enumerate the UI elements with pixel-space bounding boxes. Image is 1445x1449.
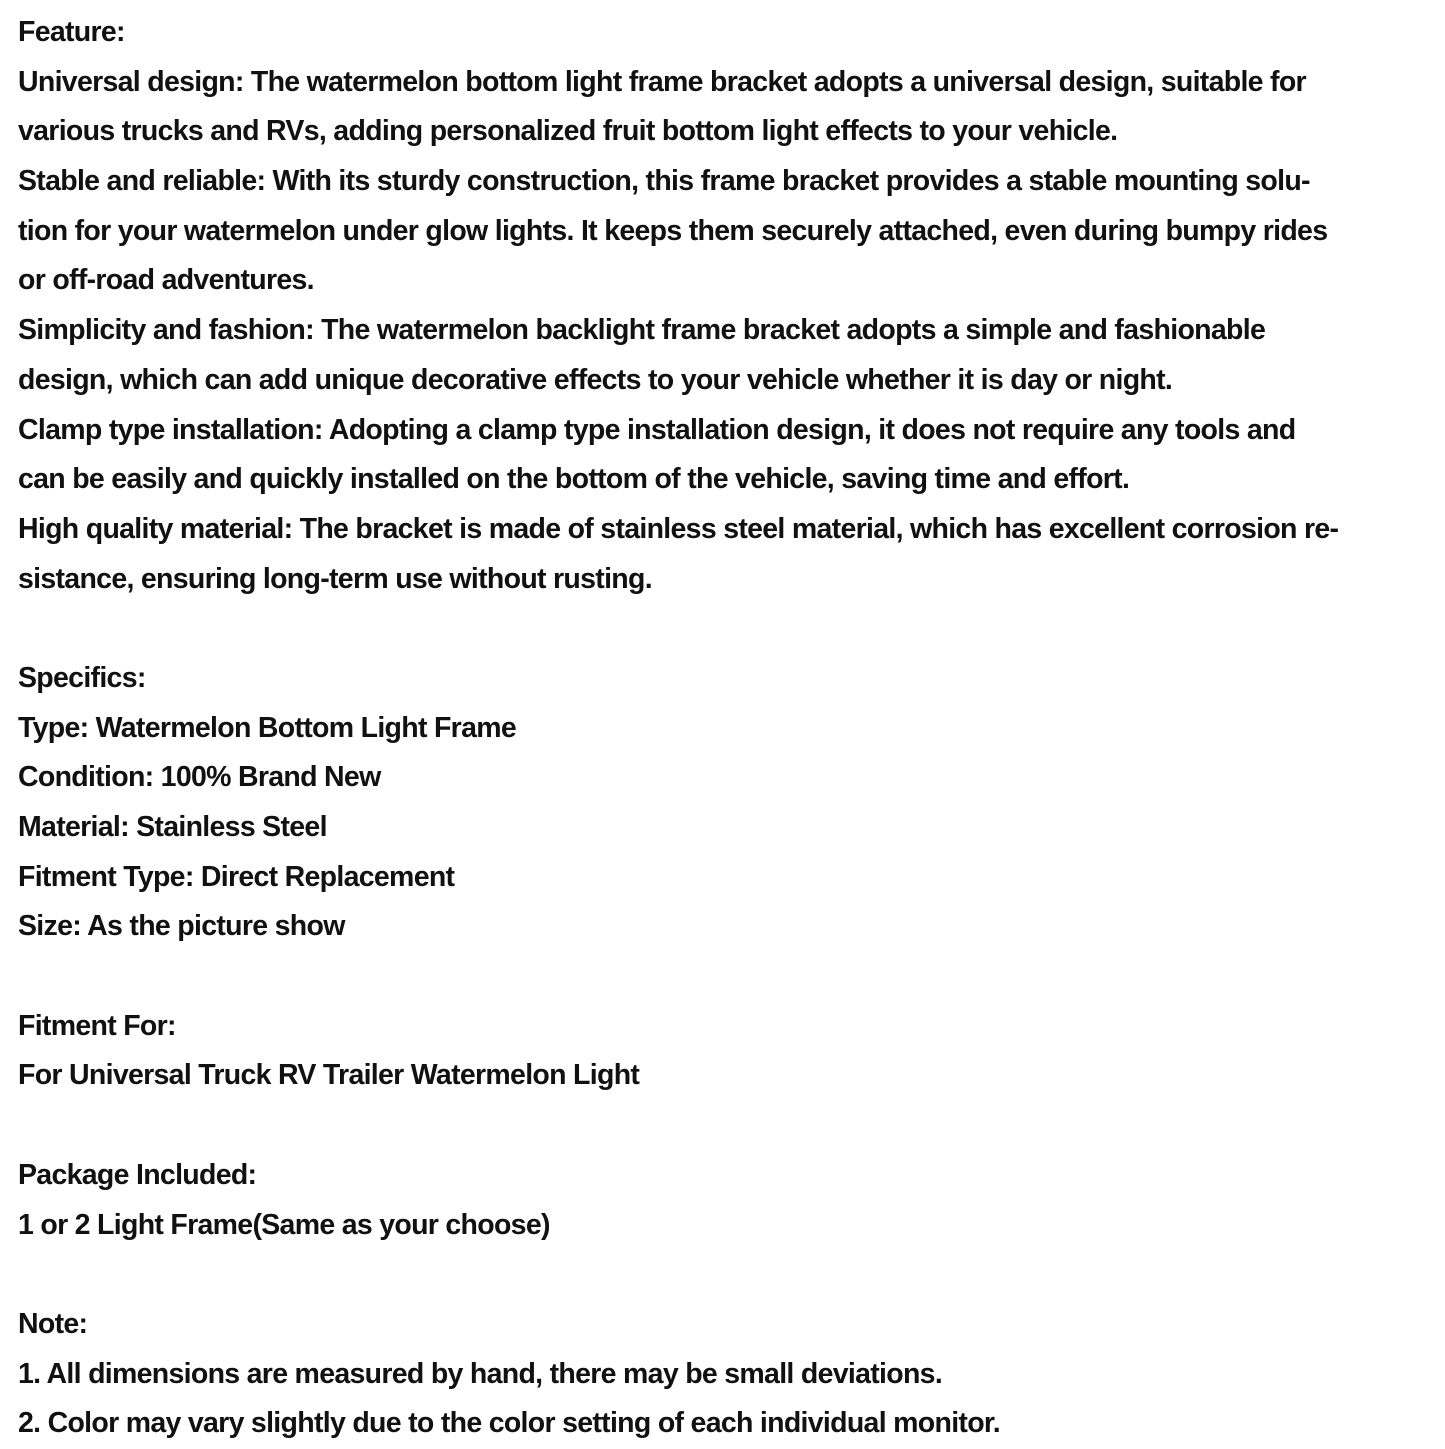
feature-text-line: sistance, ensuring long-term use without rusting.	[18, 562, 652, 595]
blank-line	[18, 952, 1435, 1002]
feature-text-line: design, which can add unique decorative effects to your vehicle whether it is day or night.	[18, 363, 1173, 396]
feature-text-line: High quality material: The bracket is made of stainless steel material, which has excellent corrosion re-	[18, 512, 1339, 545]
feature-text-line: or off-road adventures.	[18, 264, 314, 297]
note-text-line: 2. Color may vary slightly due to the color setting of each individual monitor.	[18, 1407, 1000, 1440]
fitment-for-heading: Fitment For:	[18, 1009, 176, 1042]
feature-text-line: Stable and reliable: With its sturdy construction, this frame bracket provides a stable mounting solu-	[18, 165, 1310, 198]
feature-text-line: Clamp type installation: Adopting a clamp type installation design, it does not require any tools and	[18, 413, 1296, 446]
specifics-heading: Specifics:	[18, 661, 146, 694]
fitment-for-text-line: For Universal Truck RV Trailer Watermelon Light	[18, 1059, 640, 1092]
package-included-heading: Package Included:	[18, 1158, 257, 1191]
specifics-type-line: Type: Watermelon Bottom Light Frame	[18, 711, 517, 744]
specifics-condition-line: Condition: 100% Brand New	[18, 761, 381, 794]
feature-text-line: tion for your watermelon under glow lights. It keeps them securely attached, even during bumpy rides	[18, 214, 1328, 247]
feature-text-line: Simplicity and fashion: The watermelon backlight frame bracket adopts a simple and fashionable	[18, 314, 1266, 347]
feature-text-line: various trucks and RVs, adding personalized fruit bottom light effects to your vehicle.	[18, 115, 1118, 148]
package-included-text-line: 1 or 2 Light Frame(Same as your choose)	[18, 1208, 550, 1241]
feature-text-line: can be easily and quickly installed on the bottom of the vehicle, saving time and effort.	[18, 463, 1130, 496]
blank-line	[18, 1101, 1435, 1151]
note-heading: Note:	[18, 1307, 88, 1340]
blank-line	[18, 1250, 1435, 1300]
specifics-fitment-type-line: Fitment Type: Direct Replacement	[18, 860, 455, 893]
feature-heading: Feature:	[18, 16, 125, 48]
specifics-material-line: Material: Stainless Steel	[18, 811, 327, 843]
note-text-line: 1. All dimensions are measured by hand, there may be small deviations.	[18, 1357, 943, 1390]
feature-text-line: Universal design: The watermelon bottom light frame bracket adopts a universal design, suitable for	[18, 65, 1306, 98]
specifics-size-line: Size: As the picture show	[18, 910, 345, 943]
blank-line	[18, 604, 1435, 654]
